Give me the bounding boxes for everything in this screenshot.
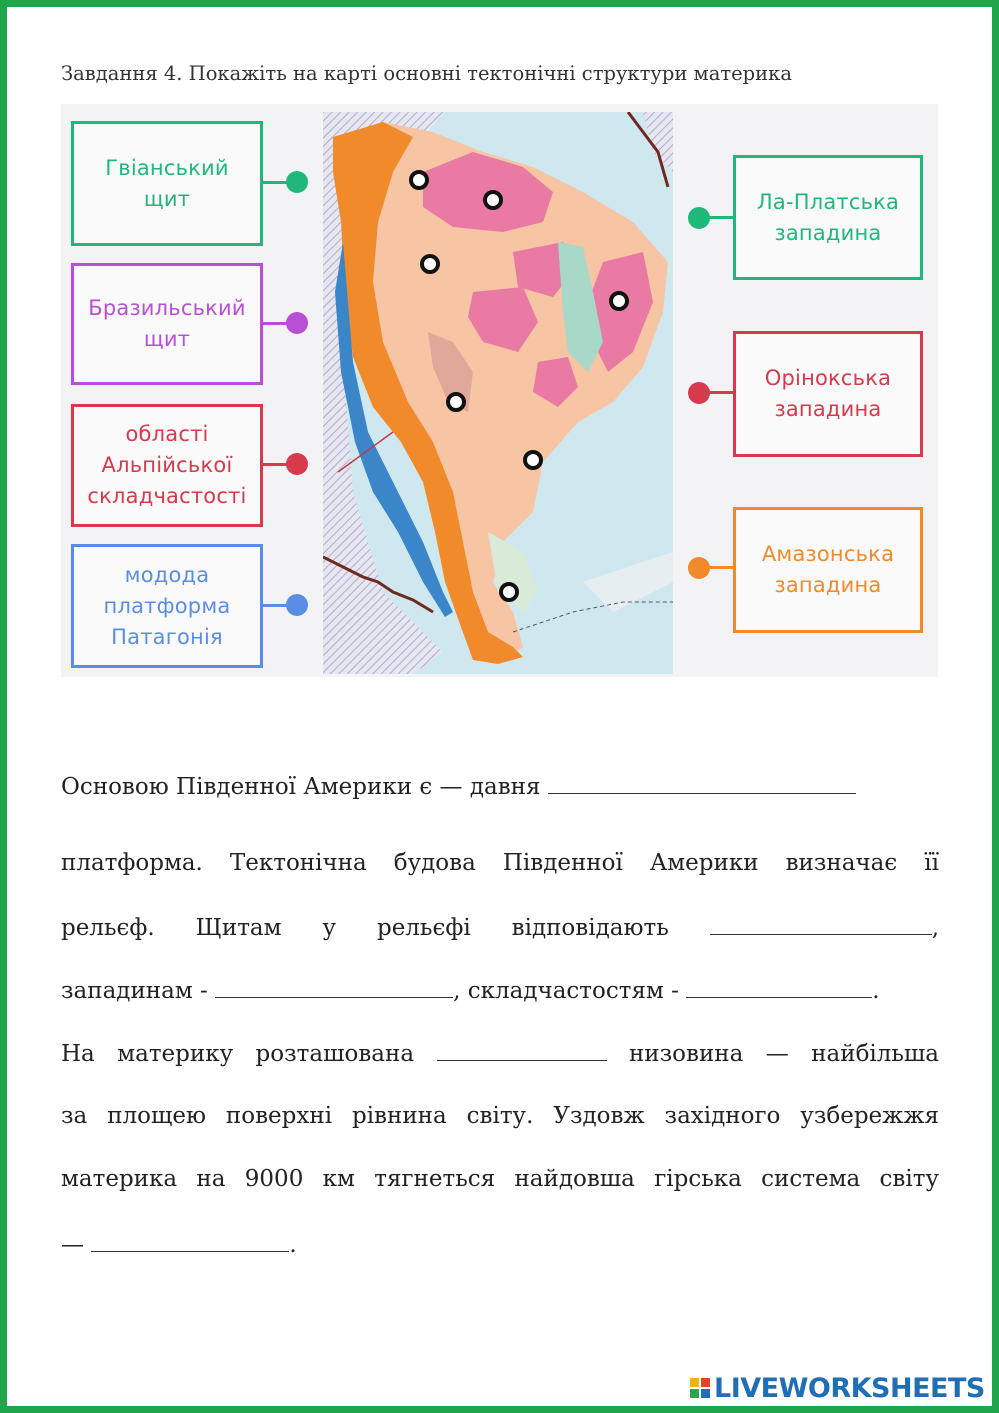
liveworksheets-logo: LIVEWORKSHEETS xyxy=(690,1373,985,1403)
answer-blank-lowland[interactable] xyxy=(437,1040,607,1061)
label-orinoco-depression[interactable]: Орінокська западина xyxy=(733,331,923,457)
map-target-marker[interactable] xyxy=(411,172,427,188)
label-brazilian-shield[interactable]: Бразильський щит xyxy=(71,263,263,385)
text-line-3: рельєф. Щитам у рельєфі відповідають , xyxy=(61,915,940,941)
match-dot[interactable] xyxy=(286,594,308,616)
answer-blank-depressions[interactable] xyxy=(215,977,453,998)
connector-line xyxy=(700,391,733,394)
text-line-6: за площею поверхні рівнина світу. Уздовж західного узбережжя xyxy=(61,1103,939,1129)
map-target-marker[interactable] xyxy=(611,293,627,309)
label-guiana-shield[interactable]: Гвіанський щит xyxy=(71,121,263,246)
match-dot[interactable] xyxy=(286,312,308,334)
map-target-marker[interactable] xyxy=(501,584,517,600)
answer-blank-shields[interactable] xyxy=(710,914,932,935)
connector-line xyxy=(700,216,733,219)
answer-blank-folding[interactable] xyxy=(686,977,872,998)
label-patagonia-platform[interactable]: модода платформа Патагонія xyxy=(71,544,263,668)
text-line-2: платформа. Тектонічна будова Південної Америки визначає її xyxy=(61,850,939,876)
match-dot[interactable] xyxy=(286,171,308,193)
map-target-marker[interactable] xyxy=(448,394,464,410)
text-line-8: — . xyxy=(61,1232,297,1258)
label-la-plata-depression[interactable]: Ла-Платська западина xyxy=(733,155,923,280)
map-target-marker[interactable] xyxy=(485,192,501,208)
text-line-7: материка на 9000 км тягнеться найдовша гірська система світу xyxy=(61,1166,939,1192)
label-alpine-folding[interactable]: області Альпійської складчастості xyxy=(71,404,263,527)
map-target-marker[interactable] xyxy=(525,452,541,468)
connector-line xyxy=(700,566,733,569)
text-line-1: Основою Південної Америки є — давня xyxy=(61,773,939,800)
text-line-5: На материку розташована низовина — найбільша xyxy=(61,1041,940,1067)
answer-blank-mountains[interactable] xyxy=(91,1231,289,1252)
label-amazon-depression[interactable]: Амазонська западина xyxy=(733,507,923,633)
map-target-marker[interactable] xyxy=(422,256,438,272)
logo-icon xyxy=(690,1378,710,1398)
match-dot[interactable] xyxy=(286,453,308,475)
task-title: Завдання 4. Покажіть на карті основні тектонічні структури материка xyxy=(61,62,792,85)
answer-blank-platform[interactable] xyxy=(548,773,856,794)
text-line-4: западинам - , складчастостям - . xyxy=(61,978,880,1004)
south-america-tectonic-map xyxy=(323,112,673,674)
